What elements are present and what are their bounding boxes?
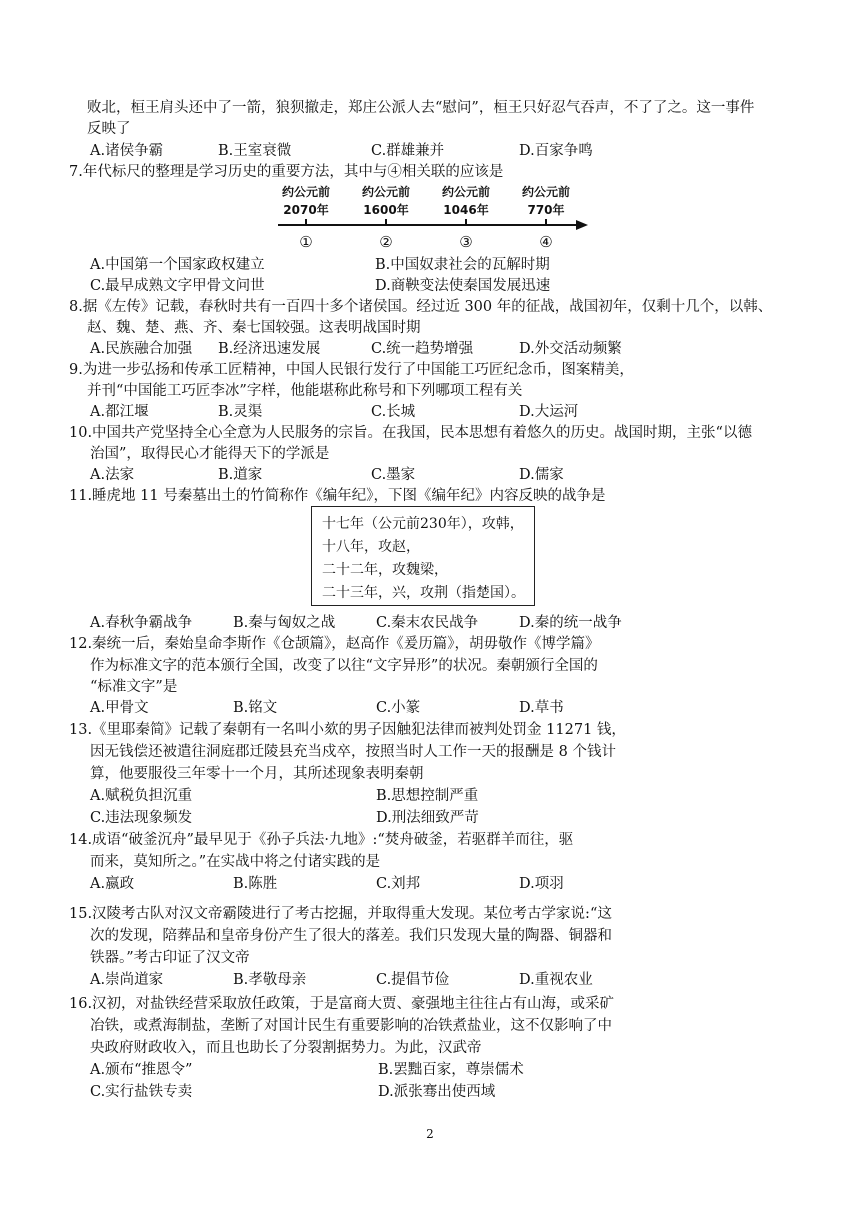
q13-stem-line2: 因无钱偿还被遣往洞庭郡迁陵县充当戍卒，按照当时人工作一天的报酬是 8 个钱计: [90, 744, 616, 760]
q10-stem-line1: 10.中国共产党坚持全心全意为人民服务的宗旨。在我国，民本思想有着悠久的历史。战国时期，主张“以德: [69, 425, 752, 441]
q6-stem-line2: 反映了: [87, 121, 131, 137]
timeline-year-2: 1600年: [363, 203, 409, 217]
q13-option-c: C.违法现象频发: [90, 810, 193, 826]
q8-option-c: C.统一趋势增强: [371, 341, 474, 357]
chronicle-box: [311, 506, 535, 606]
timeline-mark-2: ②: [379, 233, 393, 251]
q11-option-c: C.秦末农民战争: [376, 615, 479, 631]
q14-stem-line2: 而来，莫知所之。”在实战中将之付诸实践的是: [90, 854, 381, 870]
q13-stem-line1: 13.《里耶秦简》记载了秦朝有一名叫小欬的男子因触犯法律而被判处罚金 11271 钱，: [69, 722, 626, 738]
q13-option-a: A.赋税负担沉重: [90, 788, 193, 804]
q12-stem-line1: 12.秦统一后，秦始皇命李斯作《仓颉篇》，赵高作《爰历篇》，胡毋敬作《博学篇》: [69, 636, 600, 652]
timeline-mark-1: ①: [299, 233, 313, 251]
timeline-label-top-4: 约公元前: [521, 185, 571, 199]
q10-stem-line2: 治国”，取得民心才能得天下的学派是: [90, 446, 330, 462]
q8-stem-line2: 赵、魏、楚、燕、齐、秦七国较强。这表明战国时期: [87, 320, 421, 336]
q6-option-b: B.王室衰微: [218, 143, 292, 159]
q15-option-d: D.重视农业: [519, 972, 593, 988]
timeline-mark-4: ④: [539, 233, 553, 251]
q6-stem-line1: 败北，桓王肩头还中了一箭，狼狈撤走，郑庄公派人去“慰问”，桓王只好忍气吞声，不了了之。这一事件: [87, 100, 755, 116]
timeline-diagram: [270, 182, 600, 258]
q12-stem-line2: 作为标准文字的范本颁行全国，改变了以往“文字异形”的状况。秦朝颁行全国的: [90, 658, 598, 674]
timeline-year-1: 2070年: [283, 203, 329, 217]
timeline-label-top-2: 约公元前: [361, 185, 411, 199]
q13-option-b: B.思想控制严重: [376, 788, 479, 804]
timeline-year-4: 770年: [527, 203, 565, 217]
q16-stem-line3: 央政府财政收入，而且也助长了分裂割据势力。为此，汉武帝: [90, 1040, 482, 1056]
q9-stem-line1: 9.为进一步弘扬和传承工匠精神，中国人民银行发行了中国能工巧匠纪念币，图案精美，: [69, 362, 634, 378]
q16-option-c: C.实行盐铁专卖: [90, 1084, 193, 1100]
q16-option-a: A.颁布“推恩令”: [90, 1062, 193, 1078]
q8-option-d: D.外交活动频繁: [519, 341, 622, 357]
q15-stem-line1: 15.汉陵考古队对汉文帝霸陵进行了考古挖掘，并取得重大发现。某位考古学家说:“这: [69, 906, 612, 922]
q15-option-a: A.崇尚道家: [90, 972, 164, 988]
q7-option-d: D.商鞅变法使秦国发展迅速: [375, 278, 551, 294]
q11-option-a: A.春秋争霸战争: [90, 615, 193, 631]
q12-option-a: A.甲骨文: [90, 700, 149, 716]
q16-stem-line1: 16.汉初，对盐铁经营采取放任政策，于是富商大贾、豪强地主往往占有山海，或采矿: [69, 996, 615, 1012]
q16-option-d: D.派张骞出使西域: [378, 1084, 496, 1100]
q15-option-b: B.孝敬母亲: [233, 972, 307, 988]
q8-option-b: B.经济迅速发展: [218, 341, 321, 357]
q12-stem-line3: “标准文字”是: [90, 679, 178, 695]
q11-stem: 11.睡虎地 11 号秦墓出土的竹简称作《编年纪》，下图《编年纪》内容反映的战争是: [69, 488, 606, 504]
q14-option-d: D.项羽: [519, 876, 564, 892]
q14-stem-line1: 14.成语“破釜沉舟”最早见于《孙子兵法·九地》:“焚舟破釜，若驱群羊而往，驱: [69, 832, 574, 848]
q7-stem: 7.年代标尺的整理是学习历史的重要方法，其中与④相关联的应该是: [69, 164, 504, 180]
q7-option-c: C.最早成熟文字甲骨文问世: [90, 278, 265, 294]
q12-option-d: D.草书: [519, 700, 564, 716]
q16-option-b: B.罢黜百家，尊崇儒术: [378, 1062, 524, 1078]
q11-option-d: D.秦的统一战争: [519, 615, 622, 631]
chronicle-line-4: 二十三年，兴，攻荆（指楚国）。: [322, 585, 525, 601]
q9-option-b: B.灵渠: [218, 404, 263, 420]
q10-option-c: C.墨家: [371, 467, 416, 483]
q10-option-a: A.法家: [90, 467, 135, 483]
q6-option-c: C.群雄兼并: [371, 143, 445, 159]
q9-option-d: D.大运河: [519, 404, 579, 420]
timeline-arrow: [576, 220, 588, 230]
q13-option-d: D.刑法细致严苛: [376, 810, 479, 826]
timeline-label-top-1: 约公元前: [281, 185, 331, 199]
q15-stem-line3: 铁器。”考古印证了汉文帝: [90, 950, 250, 966]
q9-option-c: C.长城: [371, 404, 416, 420]
q13-stem-line3: 算，他要服役三年零十一个月，其所述现象表明秦朝: [90, 766, 424, 782]
q14-option-c: C.刘邦: [376, 876, 421, 892]
q15-stem-line2: 次的发现，陪葬品和皇帝身份产生了很大的落差。我们只发现大量的陶器、铜器和: [90, 928, 612, 944]
chronicle-line-3: 二十二年，攻魏梁，: [322, 562, 448, 578]
q12-option-b: B.铭文: [233, 700, 278, 716]
q9-stem-line2: 并刊“中国能工巧匠李冰”字样，他能堪称此称号和下列哪项工程有关: [87, 383, 523, 399]
chronicle-line-2: 十八年，攻赵，: [322, 539, 420, 555]
q6-option-d: D.百家争鸣: [519, 143, 593, 159]
q9-option-a: A.都江堰: [90, 404, 149, 420]
q10-option-b: B.道家: [218, 467, 263, 483]
q15-option-c: C.提倡节俭: [376, 972, 450, 988]
timeline-mark-3: ③: [459, 233, 473, 251]
q8-option-a: A.民族融合加强: [90, 341, 193, 357]
chronicle-line-1: 十七年（公元前230年），攻韩，: [322, 516, 524, 532]
q14-option-a: A.嬴政: [90, 876, 135, 892]
q7-option-b: B.中国奴隶社会的瓦解时期: [375, 257, 550, 273]
page-number: 2: [426, 1127, 434, 1141]
q7-option-a: A.中国第一个国家政权建立: [90, 257, 265, 273]
timeline-label-top-3: 约公元前: [441, 185, 491, 199]
q10-option-d: D.儒家: [519, 467, 564, 483]
q8-stem-line1: 8.据《左传》记载，春秋时共有一百四十多个诸侯国。经过近 300 年的征战，战国初年，仅剩十几个，以韩、: [69, 299, 773, 315]
q14-option-b: B.陈胜: [233, 876, 278, 892]
q12-option-c: C.小篆: [376, 700, 421, 716]
q16-stem-line2: 冶铁，或煮海制盐，垄断了对国计民生有重要影响的冶铁煮盐业，这不仅影响了中: [90, 1018, 612, 1034]
q6-option-a: A.诸侯争霸: [90, 143, 164, 159]
timeline-year-3: 1046年: [443, 203, 489, 217]
q11-option-b: B.秦与匈奴之战: [233, 615, 336, 631]
